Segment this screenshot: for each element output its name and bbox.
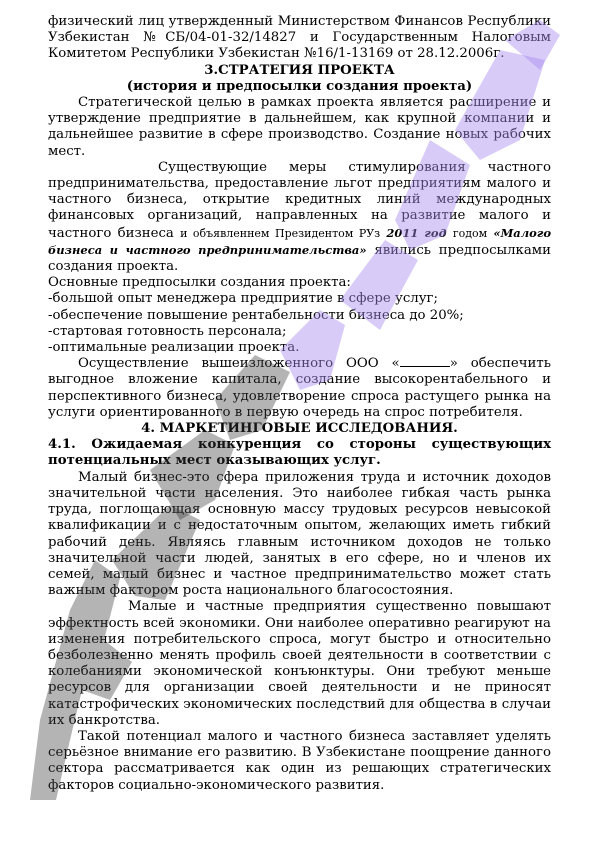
subsection-4-1-title: 4.1. Ожидаемая конкуренция со стороны существующих потенциальных мест оказывающих услуг. <box>48 437 551 469</box>
company-name-blank <box>400 356 450 367</box>
implementation-paragraph <box>48 356 551 421</box>
measures-text-a: Существующие меры стимулирования частного предпринимательства, предоставление льгот предприятиям малого и частного бизнеса, открытие кредитных линий международных финансовых организаций, направленных на развитие малого и частного бизнеса <box>48 159 551 241</box>
measures-year-name: «Малого бизнеса и частного предпринимательства» <box>48 225 551 257</box>
measures-year: 2011 год <box>386 225 447 240</box>
implementation-text-b: » обеспечить выгодное вложение капитала, создание высокорентабельного и перспективного бизнеса, удовлетворение спроса растущего рынка на услуги ориентированного в первую очередь на спрос потребителя. <box>48 356 552 420</box>
document-page <box>48 14 551 794</box>
measures-text-f: явились предпосылками создания проекта. <box>48 242 551 275</box>
implementation-text-a: Осуществление вышеизложенного ООО « <box>78 356 400 372</box>
enterprises-paragraph: Малые и частные предприятия существенно повышают эффектность всей экономики. Они наиболее оперативно реагируют на изменения потребительского спроса, могут быстро и относительно безболезненно менять профиль своей деятельности в соответствии с колебаниями экономической конъюнктуры. Они требуют меньше ресурсов для организации своей деятельности и не приносят катастрофических экономических последствий для общества в случаи их банкротства. <box>48 599 551 728</box>
list-item: -обеспечение повышение рентабельности бизнеса до 20%; <box>48 307 464 323</box>
small-business-paragraph: Малый бизнес-это сфера приложения труда и источник доходов значительной части населения. Это наиболее гибкая часть рынка труда, поглощающая основную массу трудовых ресурсов невысокой квалификации и с недостаточным опытом, желающих иметь гибкий рабочий день. Являясь главным источником доходов не только значительной части людей, занятых в его сфере, но и членов их семей, малый бизнес и частное предпринимательство может стать важным фактором роста национального благосостояния. <box>48 469 551 599</box>
section-3-subtitle: (история и предпосылки создания проекта) <box>126 78 473 94</box>
section-3-title: 3.СТРАТЕГИЯ ПРОЕКТА <box>204 62 395 78</box>
measures-text-b: и объявленнем Президентом РУз <box>180 226 381 240</box>
section-4-title: 4. МАРКЕТИНГОВЫЕ ИССЛЕДОВАНИЯ. <box>141 421 458 437</box>
prerequisites-heading: Основные предпосылки создания проекта: <box>48 275 351 291</box>
strategy-paragraph: Стратегической целью в рамках проекта является расширение и утверждение предприятие в дальнейшем, как крупной компании и дальнейшее развитие в сфере производство. Создание новых рабочих мест. <box>48 95 551 159</box>
list-item: -стартовая готовность персонала; <box>48 323 287 339</box>
intro-paragraph: физический лиц утвержденный Министерством Финансов Республики Узбекистан №СБ/04-01-32/14827 и Государственным Налоговым Комитетом Республики Узбекистан №16/1-13169 от 28.12.2006г. <box>48 14 551 62</box>
list-item: -оптимальные реализации проекта. <box>48 340 300 356</box>
potential-paragraph: Такой потенциал малого и частного бизнеса заставляет уделять серьёзное внимание его развитию. В Узбекистане поощрение данного сектора рассматривается как один из решающих стратегических факторов социально-экономического развития. <box>48 728 551 793</box>
measures-paragraph <box>48 160 551 275</box>
list-item: -большой опыт менеджера предприятие в сфере услуг; <box>48 291 438 307</box>
measures-text-d: годом <box>452 226 488 240</box>
